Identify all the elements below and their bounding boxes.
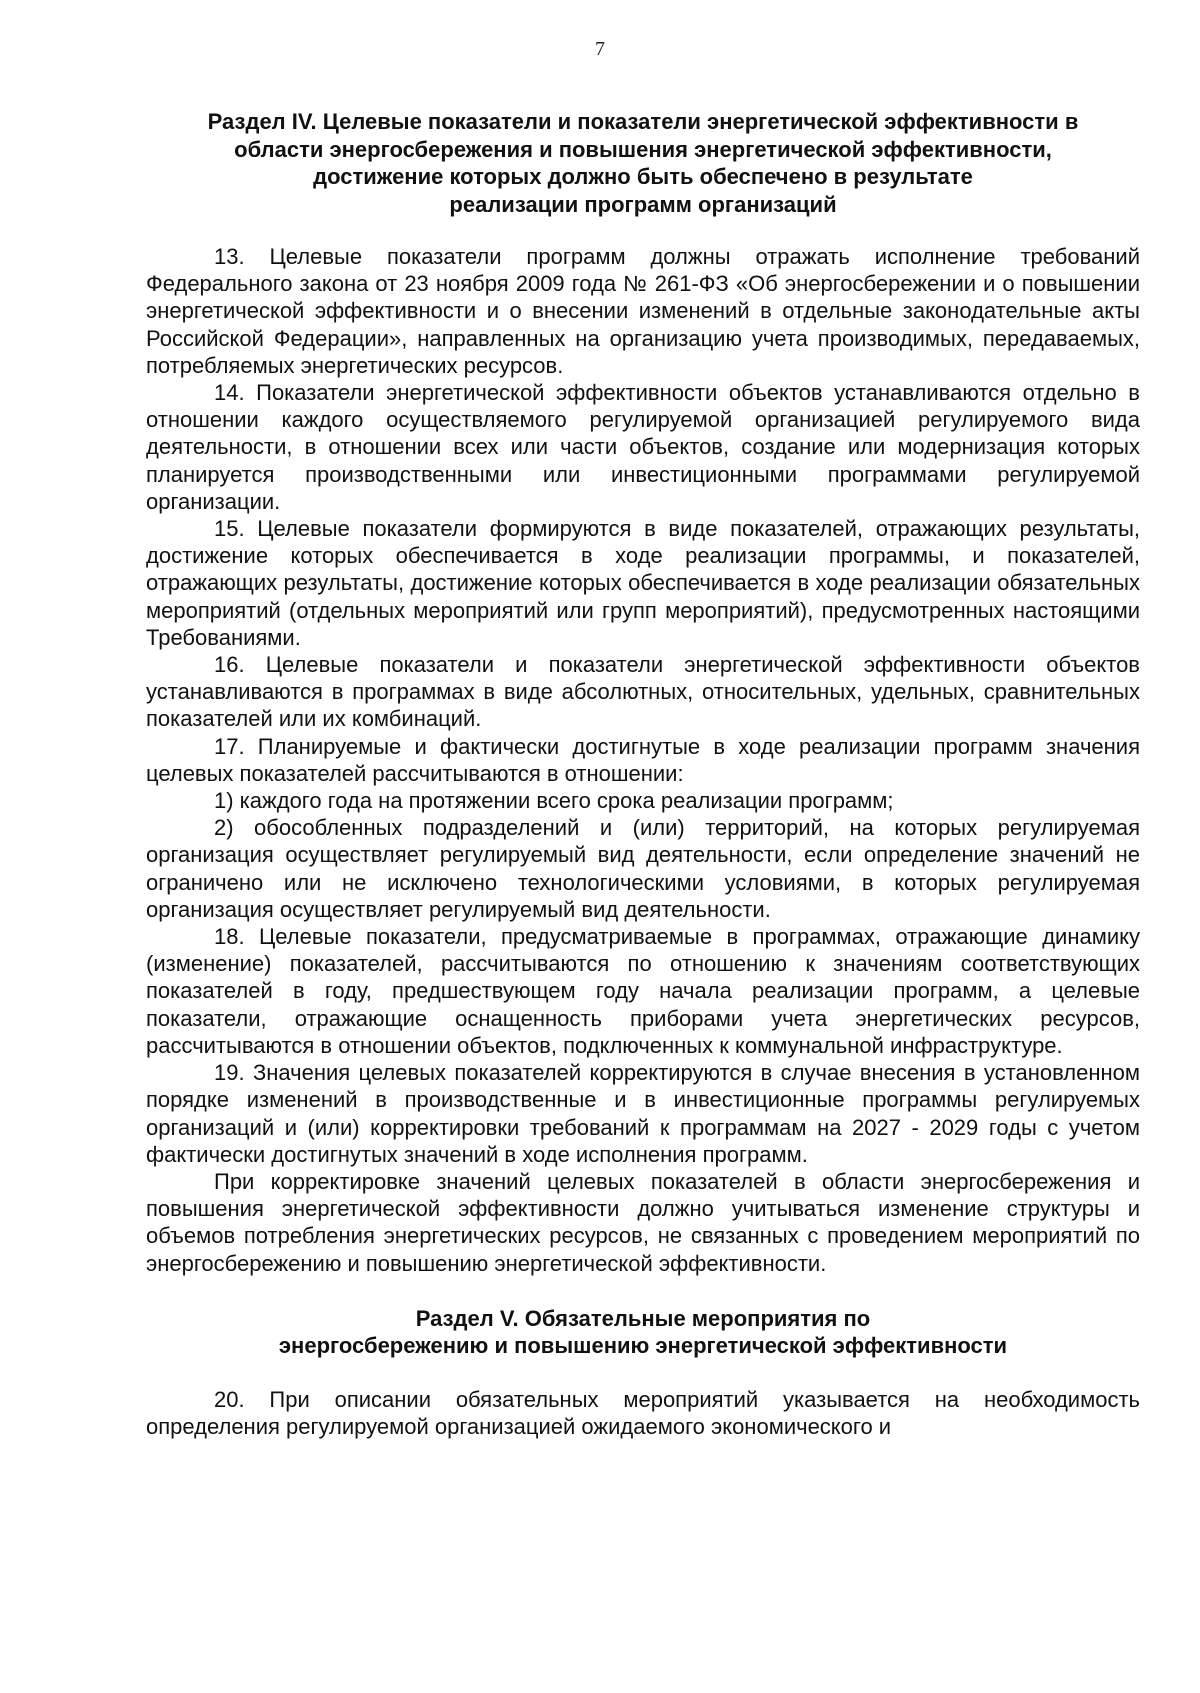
section-4-heading <box>146 108 1140 218</box>
page-number: 7 <box>595 38 605 60</box>
paragraph-17: 17. Планируемые и фактически достигнутые в ходе реализации программ значения целевых показателей рассчитываются в отношении: <box>146 733 1140 786</box>
paragraph-16: 16. Целевые показатели и показатели энергетической эффективности объектов устанавливаются в программах в виде абсолютных, относительных, удельных, сравнительных показателей или их комбинаций. <box>146 652 1140 732</box>
section-4-body <box>146 243 1140 1277</box>
page-content <box>146 108 1140 1440</box>
section-5-heading-line: Раздел V. Обязательные мероприятия по <box>415 1305 871 1331</box>
section-4-heading-line: достижение которых должно быть обеспечено в результате <box>313 164 973 189</box>
paragraph-19: 19. Значения целевых показателей корректируются в случае внесения в установленном порядке изменений в производственные и в инвестиционные программы регулируемых организаций и (или) корректировки требований к программам на 2027 - 2029 годы с учетом фактически достигнутых значений в ходе исполнения программ. <box>146 1060 1140 1167</box>
section-4-heading-line: области энергосбережения и повышения энергетической эффективности, <box>234 136 1052 162</box>
paragraph-17-item-1: 1) каждого года на протяжении всего срока реализации программ; <box>214 788 894 814</box>
paragraph-15: 15. Целевые показатели формируются в виде показателей, отражающих результаты, достижение которых обеспечивается в ходе реализации программы, и показателей, отражающих результаты, достижение которых обеспечивается в ходе реализации обязательных мероприятий (отдельных мероприятий или групп мероприятий), предусмотренных настоящими Требованиями. <box>146 516 1140 650</box>
section-4-heading-line: Раздел IV. Целевые показатели и показатели энергетической эффективности в <box>207 109 1079 134</box>
paragraph-13: 13. Целевые показатели программ должны отражать исполнение требований Федерального закона от 23 ноября 2009 года № 261-ФЗ «Об энергосбережении и о повышении энергетической эффективности и о внесении изменений в отдельные законодательные акты Российской Федерации», направленных на организацию учета производимых, передаваемых, потребляемых энергетических ресурсов. <box>146 244 1140 378</box>
section-4-heading-line: реализации программ организаций <box>449 191 837 217</box>
paragraph-14: 14. Показатели энергетической эффективности объектов устанавливаются отдельно в отношении каждого осуществляемого регулируемой организацией регулируемого вида деятельности, в отношении всех или части объектов, создание или модернизация которых планируется производственными или инвестиционными программами регулируемой организации. <box>146 380 1140 514</box>
paragraph-19-continuation: При корректировке значений целевых показателей в области энергосбережения и повышения энергетической эффективности должно учитываться изменение структуры и объемов потребления энергетических ресурсов, не связанных с проведением мероприятий по энергосбережению и повышению энергетической эффективности. <box>146 1168 1140 1276</box>
paragraph-17-item-2: 2) обособленных подразделений и (или) территорий, на которых регулируемая организация осуществляет регулируемый вид деятельности, если определение значений не ограничено или не исключено технологическими условиями, в которых регулируемая организация осуществляет регулируемый вид деятельности. <box>146 815 1140 922</box>
section-5-heading <box>146 1305 1140 1360</box>
paragraph-20: 20. При описании обязательных мероприятий указывается на необходимость определения регулируемой организацией ожидаемого экономического и <box>146 1386 1140 1439</box>
paragraph-18: 18. Целевые показатели, предусматриваемые в программах, отражающие динамику (изменение) показателей, рассчитываются по отношению к значениям соответствующих показателей в году, предшествующем году начала реализации программ, а целевые показатели, отражающие оснащенность приборами учета энергетических ресурсов, рассчитываются в отношении объектов, подключенных к коммунальной инфраструктуре. <box>146 924 1140 1058</box>
section-5-heading-line: энергосбережению и повышению энергетической эффективности <box>278 1333 1008 1359</box>
section-5-body <box>146 1386 1140 1440</box>
